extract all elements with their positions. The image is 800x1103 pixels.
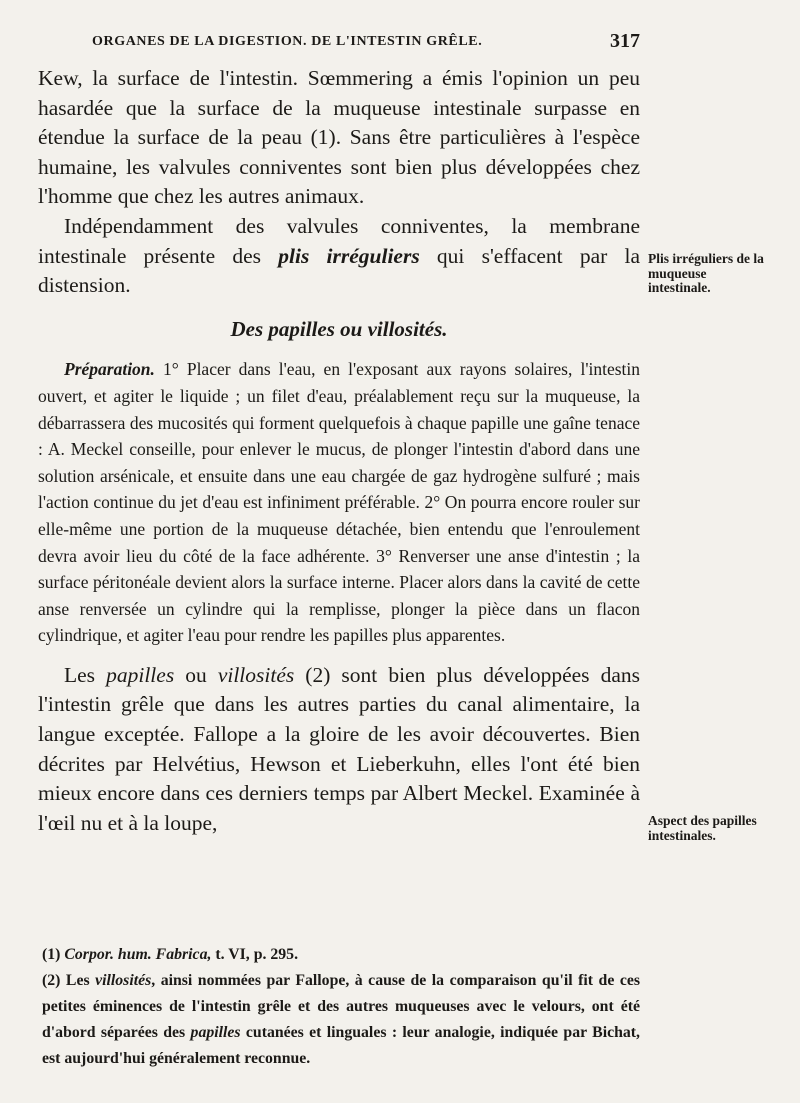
section-heading: Des papilles ou villosités. (230, 316, 448, 341)
margin-note-aspect: Aspect des papilles intestinales. (648, 813, 757, 843)
preparation-lead: Préparation. (64, 359, 155, 380)
page-number: 317 (610, 30, 640, 52)
running-header (92, 30, 640, 52)
margin-note-plis: Plis irréguliers de la muqueuse intestinale. (648, 251, 764, 295)
paragraph-continued: Kew, la surface de l'intestin. Sœmmering a émis l'opinion un peu hasardée que la surface de la muqueuse intestinale surpasse en étendue la surface de la peau (1). Sans être particulières à l'espèce humaine, les valvules conniventes sont bien plus développées chez l'homme que chez les autres animaux. (38, 66, 640, 209)
paragraph-plis: Indépendamment des valvules conniventes, la membrane intestinale présente des plis irréguliers qui s'effacent par la distension. (38, 213, 640, 298)
footnote-1: (1) Corpor. hum. Fabrica, t. VI, p. 295. (42, 946, 299, 963)
term-villosites: villosités (217, 662, 295, 687)
footnotes (42, 942, 640, 1072)
footnote-2: (2) Les villosités, ainsi nommées par Fallope, à cause de la comparaison qu'il fit de ces petites éminences de l'intestin grêle et des autres muqueuses avec le velours, ont été d'abord séparées des papilles cutanées et linguales : leur analogie, indiquée par Bichat, est aujourd'hui généralement reconnue. (42, 972, 640, 1067)
paragraph-papilles: Les papilles ou villosités (2) sont bien plus développées dans l'intestin grêle que dans les autres parties du canal alimentaire, la langue exceptée. Fallope a la gloire de les avoir découvertes. Bien décrites par Helvétius, Hewson et Lieberkuhn, elles l'ont été bien mieux encore dans ces derniers temps par Albert Meckel. Examinée à l'œil nu et à la loupe, (38, 662, 641, 835)
term-papilles: papilles (106, 662, 175, 687)
term-plis-irreguliers: plis irréguliers (278, 243, 420, 268)
running-title: ORGANES DE LA DIGESTION. DE L'INTESTIN GRÊLE. (92, 34, 483, 49)
preparation-paragraph: Préparation. 1° Placer dans l'eau, en l'exposant aux rayons solaires, l'intestin ouvert, et agiter le liquide ; un filet d'eau, préalablement reçu sur la muqueuse, la débarrassera des mucosités qui forment quelquefois à chaque papille une gaîne tenace : A. Meckel conseille, pour enlever le mucus, de plonger l'intestin d'abord dans une solution arsénicale, et ensuite dans une eau chargée de gaz hydrogène sulfuré ; mais l'action continue du jet d'eau est infiniment préférable. 2° On pourra encore rouler sur elle-même une portion de la muqueuse détachée, bien entendu que l'enroulement devra avoir lieu du côté de la face adhérente. 3° Renverser une anse d'intestin ; la surface péritonéale devient alors la surface interne. Placer alors dans la cavité de cette anse renversée un cylindre qui la remplisse, plonger la pièce dans un flacon cylindrique, et agiter l'eau pour rendre les papilles plus apparentes. (38, 359, 640, 646)
main-text (38, 64, 640, 838)
